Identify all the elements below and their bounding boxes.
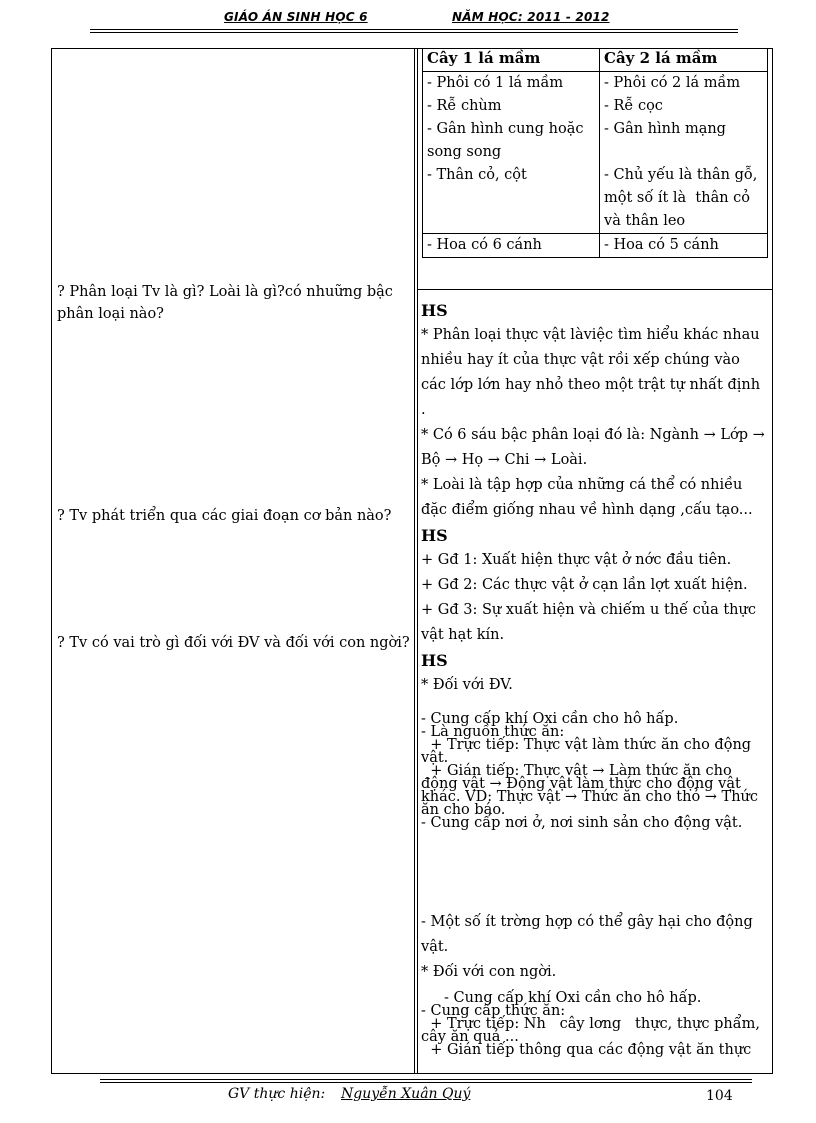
table-cell-monocot-flower: - Hoa có 6 cánh (423, 234, 600, 258)
answer-text: - Cung cấp nơi ở, nơi sinh sản cho động vật. (421, 815, 743, 831)
answer-text: + Trực tiếp: Nh cây lơng thực, thực phẩm, cây ăn quả ... (421, 1016, 765, 1045)
table-header-dicot: Cây 2 lá mầm (600, 49, 768, 72)
page-number: 104 (706, 1088, 733, 1104)
answer-text: - Cung cấp thức ăn: (421, 1003, 566, 1019)
header-subject: GIÁO ÁN SINH HỌC 6 (224, 10, 368, 24)
answer-text: + Gđ 2: Các thực vật ở cạn lần lợt xuất hiện. (421, 577, 748, 593)
page-header (90, 8, 738, 30)
footer-rule-double (100, 1082, 752, 1083)
answer-dense-block (421, 713, 769, 830)
table-row (423, 72, 768, 234)
answer-text: * Loài là tập hợp của những cá thể có nhiều đặc điểm giống nhau về hình dạng ,cấu tạo... (421, 477, 753, 518)
table-row (423, 234, 768, 258)
header-rule (90, 29, 738, 30)
hs-label: HS (421, 651, 448, 670)
table-cell-dicot-flower: - Hoa có 5 cánh (600, 234, 768, 258)
table-cell-monocot: - Phôi có 1 lá mầm - Rễ chùm - Gân hình cung hoặc song song - Thân cỏ, cột (423, 72, 600, 234)
answer-text: - Cung cấp khí Oxi cần cho hô hấp. (421, 990, 702, 1006)
header-rule-double (90, 32, 738, 33)
answer-text: + Gián tiếp: Thực vật → Làm thức ăn cho động vật → Động vật làm thức cho động vật khác. VD: Thực vật → Thức ăn cho thỏ → Thức ăn cho báo. (421, 763, 763, 818)
hs-label: HS (421, 526, 448, 545)
answer-text: - Một số ít trờng hợp có thể gây hại cho động vật. (421, 914, 753, 955)
answer-text: * Đối với ĐV. (421, 677, 513, 693)
answer-block-1 (421, 298, 769, 698)
answer-text: - Cung cấp khí Oxi cần cho hô hấp. (421, 711, 679, 727)
answer-text: + Gđ 3: Sự xuất hiện và chiếm u thế của thực vật hạt kín. (421, 602, 756, 643)
answer-text: * Đối với con ngời. (421, 964, 557, 980)
column-divider-double (417, 48, 418, 1074)
table-header-row (423, 49, 768, 72)
hs-label: HS (421, 301, 448, 320)
answer-block-2 (421, 910, 769, 985)
answer-text: - Là nguồn thức ăn: (421, 724, 565, 740)
question-2: ? Tv phát triển qua các giai đoạn cơ bản nào? (57, 508, 392, 524)
table-header-monocot: Cây 1 lá mầm (423, 49, 600, 72)
footer-teacher-name: Nguyễn Xuân Quý (341, 1086, 471, 1102)
column-divider (414, 48, 415, 1074)
answer-text: + Trực tiếp: Thực vật làm thức ăn cho động vật. (421, 737, 756, 766)
answer-text: + Gián tiếp thông qua các động vật ăn thực (421, 1042, 752, 1058)
answer-text: + Gđ 1: Xuất hiện thực vật ở nớc đầu tiên. (421, 552, 732, 568)
answer-dense-block-2 (421, 992, 769, 1057)
footer-rule (100, 1079, 752, 1080)
question-3: ? Tv có vai trò gì đối với ĐV và đối với con ngời? (57, 635, 410, 651)
footer-teacher-label: GV thực hiện: (228, 1086, 326, 1102)
question-1: ? Phân loại Tv là gì? Loài là gì?có nhuững bậc phân loại nào? (57, 284, 393, 322)
answer-text: * Có 6 sáu bậc phân loại đó là: Ngành → Lớp → Bộ → Họ → Chi → Loài. (421, 427, 765, 468)
answer-text: * Phân loại thực vật làviệc tìm hiểu khác nhau nhiều hay ít của thực vật rồi xếp chúng vào các lớp lớn hay nhỏ theo một trật tự nhất định . (421, 327, 761, 418)
row-divider (418, 289, 773, 290)
header-year: NĂM HỌC: 2011 - 2012 (452, 10, 610, 24)
comparison-table (422, 48, 768, 258)
table-cell-dicot: - Phôi có 2 lá mầm - Rễ cọc - Gân hình mạng - Chủ yếu là thân gỗ, một số ít là thân cỏ và thân leo (600, 72, 768, 234)
